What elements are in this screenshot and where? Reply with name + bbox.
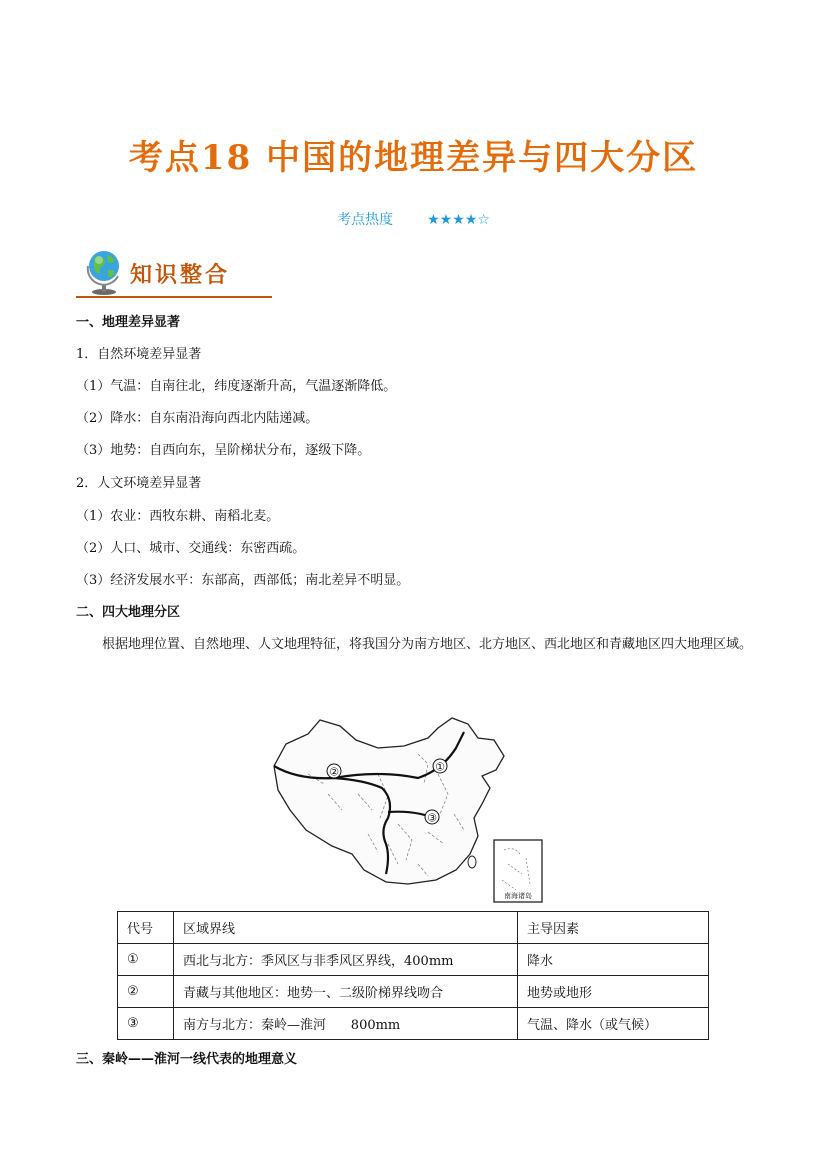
- map-label-3: ③: [427, 811, 437, 825]
- china-division-map: [268, 714, 550, 904]
- human-title: 2．人文环境差异显著: [76, 476, 202, 491]
- section-heading-3: 三、秦岭——淮河一线代表的地理意义: [76, 1052, 298, 1067]
- heat-rating: [0, 209, 827, 229]
- map-inset-label: 南海诸岛: [504, 892, 532, 900]
- page-title: 考点18 中国的地理差异与四大分区: [128, 138, 699, 178]
- table-row: [118, 944, 709, 976]
- table-cell: 西北与北方：季风区与非季风区界线，400mm: [174, 944, 518, 976]
- table-row: [118, 976, 709, 1008]
- table-row: [118, 1008, 709, 1040]
- table-cell: 青藏与其他地区：地势一、二级阶梯界线吻合: [174, 976, 518, 1008]
- globe-icon: [82, 246, 126, 296]
- natural-item: （1）气温：自南往北，纬度逐渐升高，气温逐渐降低。: [76, 379, 397, 394]
- natural-item: （2）降水：自东南沿海向西北内陆递减。: [76, 411, 319, 426]
- table-cell: 降水: [518, 944, 709, 976]
- human-item: （3）经济发展水平：东部高，西部低；南北差异不明显。: [76, 573, 410, 588]
- heat-label: 考点热度: [337, 212, 394, 228]
- heat-stars: ★★★★☆: [427, 212, 490, 228]
- table-cell: 地势或地形: [518, 976, 709, 1008]
- table-header-row: [118, 912, 709, 944]
- section-heading-1: 一、地理差异显著: [76, 315, 181, 330]
- division-paragraph: 根据地理位置、自然地理、人文地理特征，将我国分为南方地区、北方地区、西北地区和青藏地区四大地理区域。: [102, 637, 753, 652]
- table-cell: 气温、降水（或气候）: [518, 1008, 709, 1040]
- table-cell: ③: [118, 1008, 174, 1040]
- table-header-cell: 区域界线: [174, 912, 518, 944]
- section-heading-2: 二、四大地理分区: [76, 605, 181, 620]
- section-banner: [76, 244, 276, 302]
- table-cell: ①: [118, 944, 174, 976]
- banner-title: 知识整合: [130, 262, 231, 288]
- human-item: （2）人口、城市、交通线：东密西疏。: [76, 541, 306, 556]
- table-cell: ②: [118, 976, 174, 1008]
- map-label-1: ①: [435, 760, 445, 774]
- natural-item: （3）地势：自西向东，呈阶梯状分布，逐级下降。: [76, 443, 371, 458]
- table-header-cell: 主导因素: [518, 912, 709, 944]
- table-cell: 南方与北方：秦岭—淮河 800mm: [174, 1008, 518, 1040]
- natural-title: 1．自然环境差异显著: [76, 347, 202, 362]
- human-item: （1）农业：西牧东耕、南稻北麦。: [76, 509, 280, 524]
- division-table: [117, 911, 709, 1040]
- banner-underline: [76, 296, 272, 298]
- table-header-cell: 代号: [118, 912, 174, 944]
- map-label-2: ②: [329, 765, 339, 779]
